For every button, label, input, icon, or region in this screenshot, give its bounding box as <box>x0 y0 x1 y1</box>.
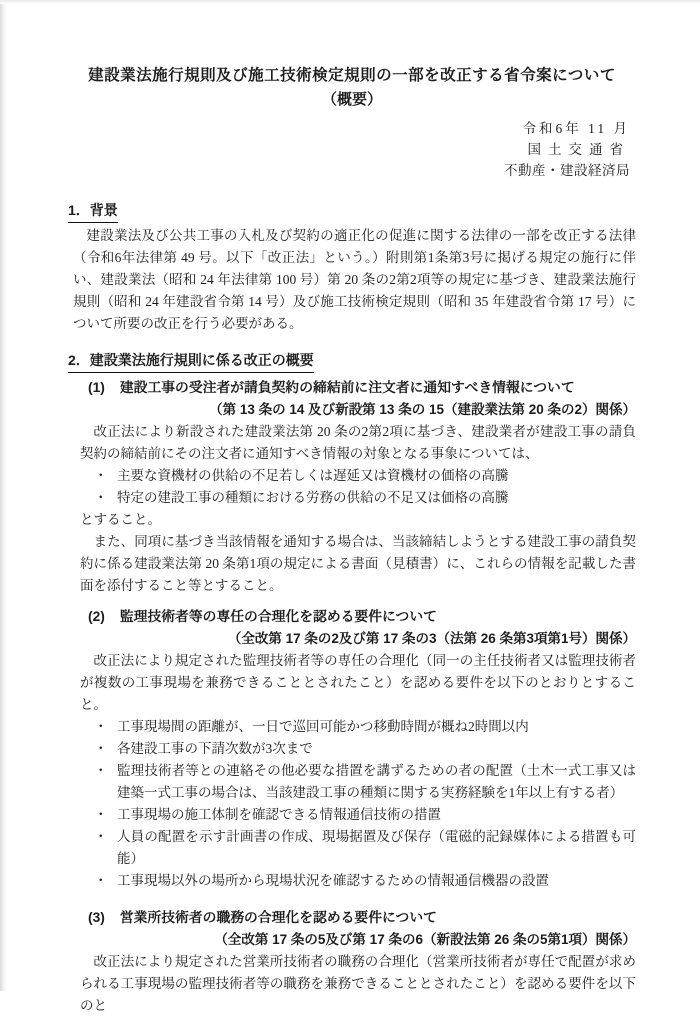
subsection-2 <box>68 606 636 892</box>
subsection-2-title: 監理技術者等の専任の合理化を認める要件について <box>119 609 437 624</box>
subsection-2-number: (2) <box>88 609 105 624</box>
subsection-2-bullet-list <box>68 716 636 892</box>
bullet-marker: ・ <box>94 829 108 844</box>
bullet-marker: ・ <box>94 490 108 505</box>
bullet-marker: ・ <box>94 873 108 888</box>
bullet-item <box>80 716 636 738</box>
subsection-1-number: (1) <box>88 380 105 395</box>
bullet-item <box>80 738 636 760</box>
bullet-text: 特定の建設工事の種類における労務の供給の不足又は価格の高騰 <box>117 490 509 505</box>
bullet-item <box>80 804 636 826</box>
page-subtitle: （概要） <box>321 91 382 108</box>
bullet-item <box>80 826 636 870</box>
bullet-item <box>80 870 636 892</box>
bullet-marker: ・ <box>94 763 108 778</box>
section-1-body: 建設業法及び公共工事の入札及び契約の適正化の促進に関する法律の一部を改正する法律（令和6年法律第 49 号。以下「改正法」という。）附則第1条第3号に掲げる規定の施行に伴い、建設業法（昭和 24 年法律第 100 号）第 20 条の2第2項等の規定に基づき、建設業法施行規則（昭和 24 年建設省令第 14 号）及び施工技術検定規則（昭和 35 年建設省令第 17 号）について所要の改正を行う必要がある。 <box>73 228 636 331</box>
bullet-text: 工事現場の施工体制を確認できる情報通信技術の措置 <box>117 807 441 822</box>
subsection-1-title-row <box>68 377 636 399</box>
subsection-3 <box>68 907 636 1017</box>
subsection-3-ref: （全改第 17 条の5及び第 17 条の6（新設法第 26 条の5第1項）関係） <box>214 932 636 947</box>
section-1-heading: 1．背景 <box>68 199 636 223</box>
org-bureau: 不動産・建設経済局 <box>504 163 630 178</box>
subsection-1-paragraph: また、同項に基づき当該情報を通知する場合は、当該締結しようとする建設工事の請負契約に係る建設業法第 20 条第1項の規定による書面（見積書）に、これらの情報を記載した書面を添付すること等とすること。 <box>80 534 636 593</box>
bullet-marker: ・ <box>94 807 108 822</box>
subsection-1 <box>68 377 636 597</box>
bullet-item <box>80 487 636 509</box>
doc-date: 令和6年 11 月 <box>522 121 630 136</box>
bullet-marker: ・ <box>94 468 108 483</box>
subsection-1-paragraph: 改正法により新設された建設業法第 20 条の2第2項に基づき、建設業者が建設工事の請負契約の締結前にその注文者に通知すべき情報の対象となる事象については、 <box>80 424 636 461</box>
bullet-text: 主要な資機材の供給の不足若しくは遅延又は資機材の価格の高騰 <box>117 468 509 483</box>
subsection-3-number: (3) <box>88 910 105 925</box>
subsection-3-title-row <box>68 907 636 929</box>
bullet-marker: ・ <box>94 741 108 756</box>
bullet-text: 工事現場以外の場所から現場状況を確認するための情報通信機器の設置 <box>117 873 549 888</box>
bullet-item <box>80 465 636 487</box>
section-2-heading: 2．建設業法施行規則に係る改正の概要 <box>68 349 636 373</box>
header-right-block <box>68 118 636 181</box>
subsection-2-title-row <box>68 606 636 628</box>
subsection-3-paragraph: 改正法により規定された営業所技術者の職務の合理化（営業所技術者が専任で配置が求められる工事現場の監理技術者等の職務を兼務できることとされたこと）を認める要件を以下のと <box>80 954 636 1013</box>
subsection-1-paragraph: とすること。 <box>80 512 161 527</box>
subsection-1-bullet-list <box>68 465 636 509</box>
bullet-item <box>80 760 636 804</box>
bullet-marker: ・ <box>94 719 108 734</box>
bullet-text: 工事現場間の距離が、一日で巡回可能かつ移動時間が概ね2時間以内 <box>117 719 529 734</box>
bullet-text: 人員の配置を示す計画書の作成、現場据置及び保存（電磁的記録媒体による措置も可能） <box>117 829 636 866</box>
subsection-2-ref: （全改第 17 条の2及び第 17 条の3（法第 26 条第3項第1号）関係） <box>227 631 636 646</box>
subsection-1-ref: （第 13 条の 14 及び新設第 13 条の 15（建設業法第 20 条の2）関係） <box>209 402 636 417</box>
subsection-1-title: 建設工事の受注者が請負契約の締結前に注文者に通知すべき情報について <box>119 380 575 395</box>
bullet-text: 監理技術者等との連絡その他必要な措置を講ずるための者の配置（土木一式工事又は建築一式工事の場合は、当該建設工事の種類に関する実務経験を1年以上有する者） <box>117 763 636 800</box>
page-title: 建設業法施行規則及び施工技術検定規則の一部を改正する省令案について <box>88 67 616 84</box>
subsection-3-title: 営業所技術者の職務の合理化を認める要件について <box>119 910 437 925</box>
org-name: 国土交通省 <box>527 142 630 157</box>
bullet-text: 各建設工事の下請次数が3次まで <box>117 741 313 756</box>
subsection-2-paragraph: 改正法により規定された監理技術者等の専任の合理化（同一の主任技術者又は監理技術者が複数の工事現場を兼務できることとされたこと）を認める要件を以下のとおりとすること。 <box>80 653 636 712</box>
